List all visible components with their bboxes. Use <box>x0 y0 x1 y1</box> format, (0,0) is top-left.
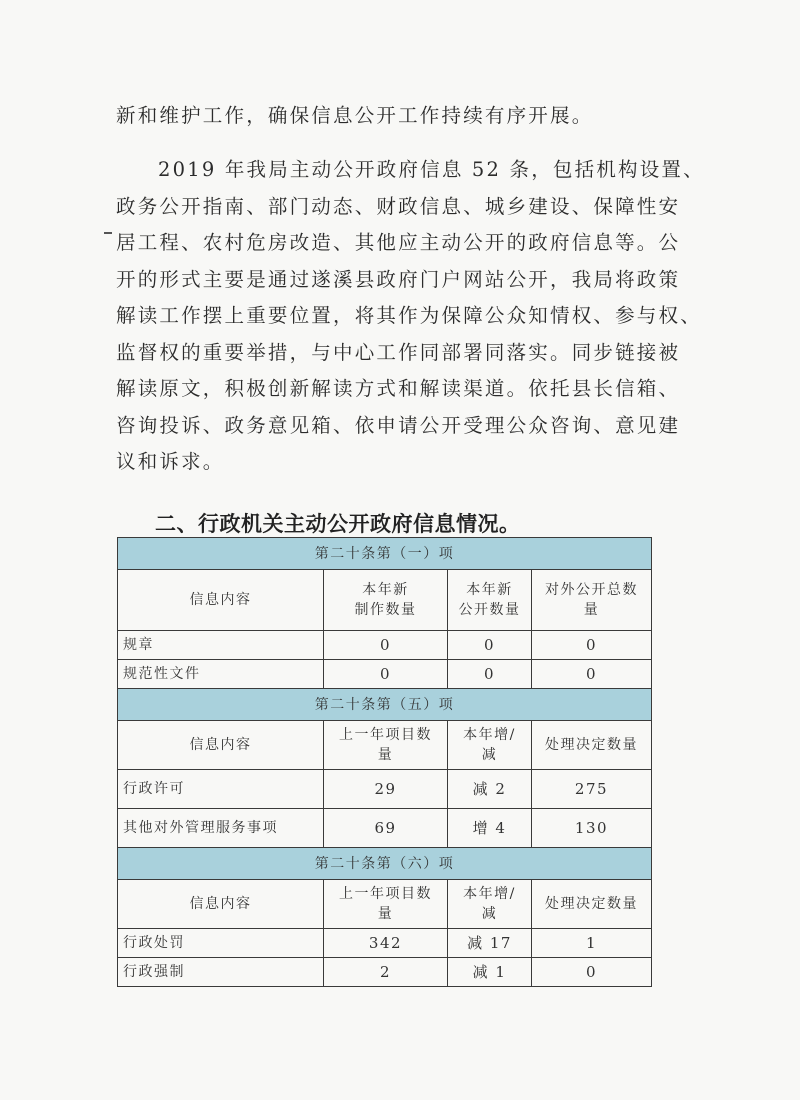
table-row <box>118 929 652 958</box>
cell-value: 0 <box>448 660 532 689</box>
cell-value: 69 <box>324 809 448 848</box>
table-row <box>118 631 652 660</box>
text-line: 2019 年我局主动公开政府信息 52 条，包括机构设置、 <box>158 158 705 181</box>
text-line: 议和诉求。 <box>116 450 225 473</box>
header-cell <box>532 570 652 631</box>
cell-value: 275 <box>532 770 652 809</box>
cell-value: 29 <box>324 770 448 809</box>
header-cell <box>324 570 448 631</box>
header-text: 上一年项目数 量 <box>339 727 432 763</box>
cell-value: 0 <box>324 660 448 689</box>
table-row <box>118 770 652 809</box>
section-title: 第二十条第（一）项 <box>118 538 652 570</box>
text-line: 政务公开指南、部门动态、财政信息、城乡建设、保障性安 <box>116 194 681 218</box>
header-cell <box>324 880 448 929</box>
table-row <box>118 660 652 689</box>
disclosure-table <box>117 537 652 987</box>
section-title: 第二十条第（六）项 <box>118 848 652 880</box>
row-label: 行政处罚 <box>118 929 324 958</box>
row-label: 规范性文件 <box>118 660 324 689</box>
header-cell: 信息内容 <box>118 570 324 631</box>
section-band <box>118 538 652 570</box>
row-label: 行政许可 <box>118 770 324 809</box>
row-label: 其他对外管理服务事项 <box>118 809 324 848</box>
header-text: 对外公开总数 量 <box>545 582 638 618</box>
header-text: 本年增/ 减 <box>463 886 516 922</box>
header-cell: 信息内容 <box>118 880 324 929</box>
section-band <box>118 848 652 880</box>
paragraph-2 <box>116 152 705 481</box>
cell-value: 减 2 <box>448 770 532 809</box>
cell-value: 减 1 <box>448 958 532 987</box>
text-line: 新和维护工作，确保信息公开工作持续有序开展。 <box>116 104 594 127</box>
table-row <box>118 958 652 987</box>
cell-value: 减 17 <box>448 929 532 958</box>
header-text: 本年新 公开数量 <box>458 582 521 618</box>
cell-value: 0 <box>448 631 532 660</box>
row-label: 规章 <box>118 631 324 660</box>
header-text: 本年增/ 减 <box>463 727 516 763</box>
text-line: 居工程、农村危房改造、其他应主动公开的政府信息等。公 <box>116 231 681 254</box>
header-cell <box>448 570 532 631</box>
header-text: 本年新 制作数量 <box>354 582 417 618</box>
header-cell: 处理决定数量 <box>532 880 652 929</box>
header-cell: 信息内容 <box>118 721 324 770</box>
row-label: 行政强制 <box>118 958 324 987</box>
cell-value: 0 <box>532 660 652 689</box>
cell-value: 1 <box>532 929 652 958</box>
cell-value: 0 <box>324 631 448 660</box>
header-row <box>118 570 652 631</box>
text-line: 解读工作摆上重要位置，将其作为保障公众知情权、参与权、 <box>116 304 702 327</box>
cell-value: 0 <box>532 631 652 660</box>
cell-value: 0 <box>532 958 652 987</box>
text-line: 咨询投诉、政务意见箱、依申请公开受理公众咨询、意见建 <box>116 413 681 437</box>
header-cell <box>448 721 532 770</box>
section-heading: 二、行政机关主动公开政府信息情况。 <box>155 512 521 536</box>
header-cell <box>324 721 448 770</box>
text-line: 开的形式主要是通过遂溪县政府门户网站公开，我局将政策 <box>116 267 681 291</box>
cell-value: 130 <box>532 809 652 848</box>
header-cell: 处理决定数量 <box>532 721 652 770</box>
section-title: 第二十条第（五）项 <box>118 689 652 721</box>
paragraph-1 <box>116 98 696 135</box>
margin-mark <box>104 232 112 234</box>
text-line: 解读原文，积极创新解读方式和解读渠道。依托县长信箱、 <box>116 377 681 400</box>
cell-value: 2 <box>324 958 448 987</box>
header-row <box>118 880 652 929</box>
table-row <box>118 809 652 848</box>
section-band <box>118 689 652 721</box>
header-cell <box>448 880 532 929</box>
text-line: 监督权的重要举措，与中心工作同部署同落实。同步链接被 <box>116 340 681 364</box>
cell-value: 342 <box>324 929 448 958</box>
header-row <box>118 721 652 770</box>
cell-value: 增 4 <box>448 809 532 848</box>
header-text: 上一年项目数 量 <box>339 886 432 922</box>
